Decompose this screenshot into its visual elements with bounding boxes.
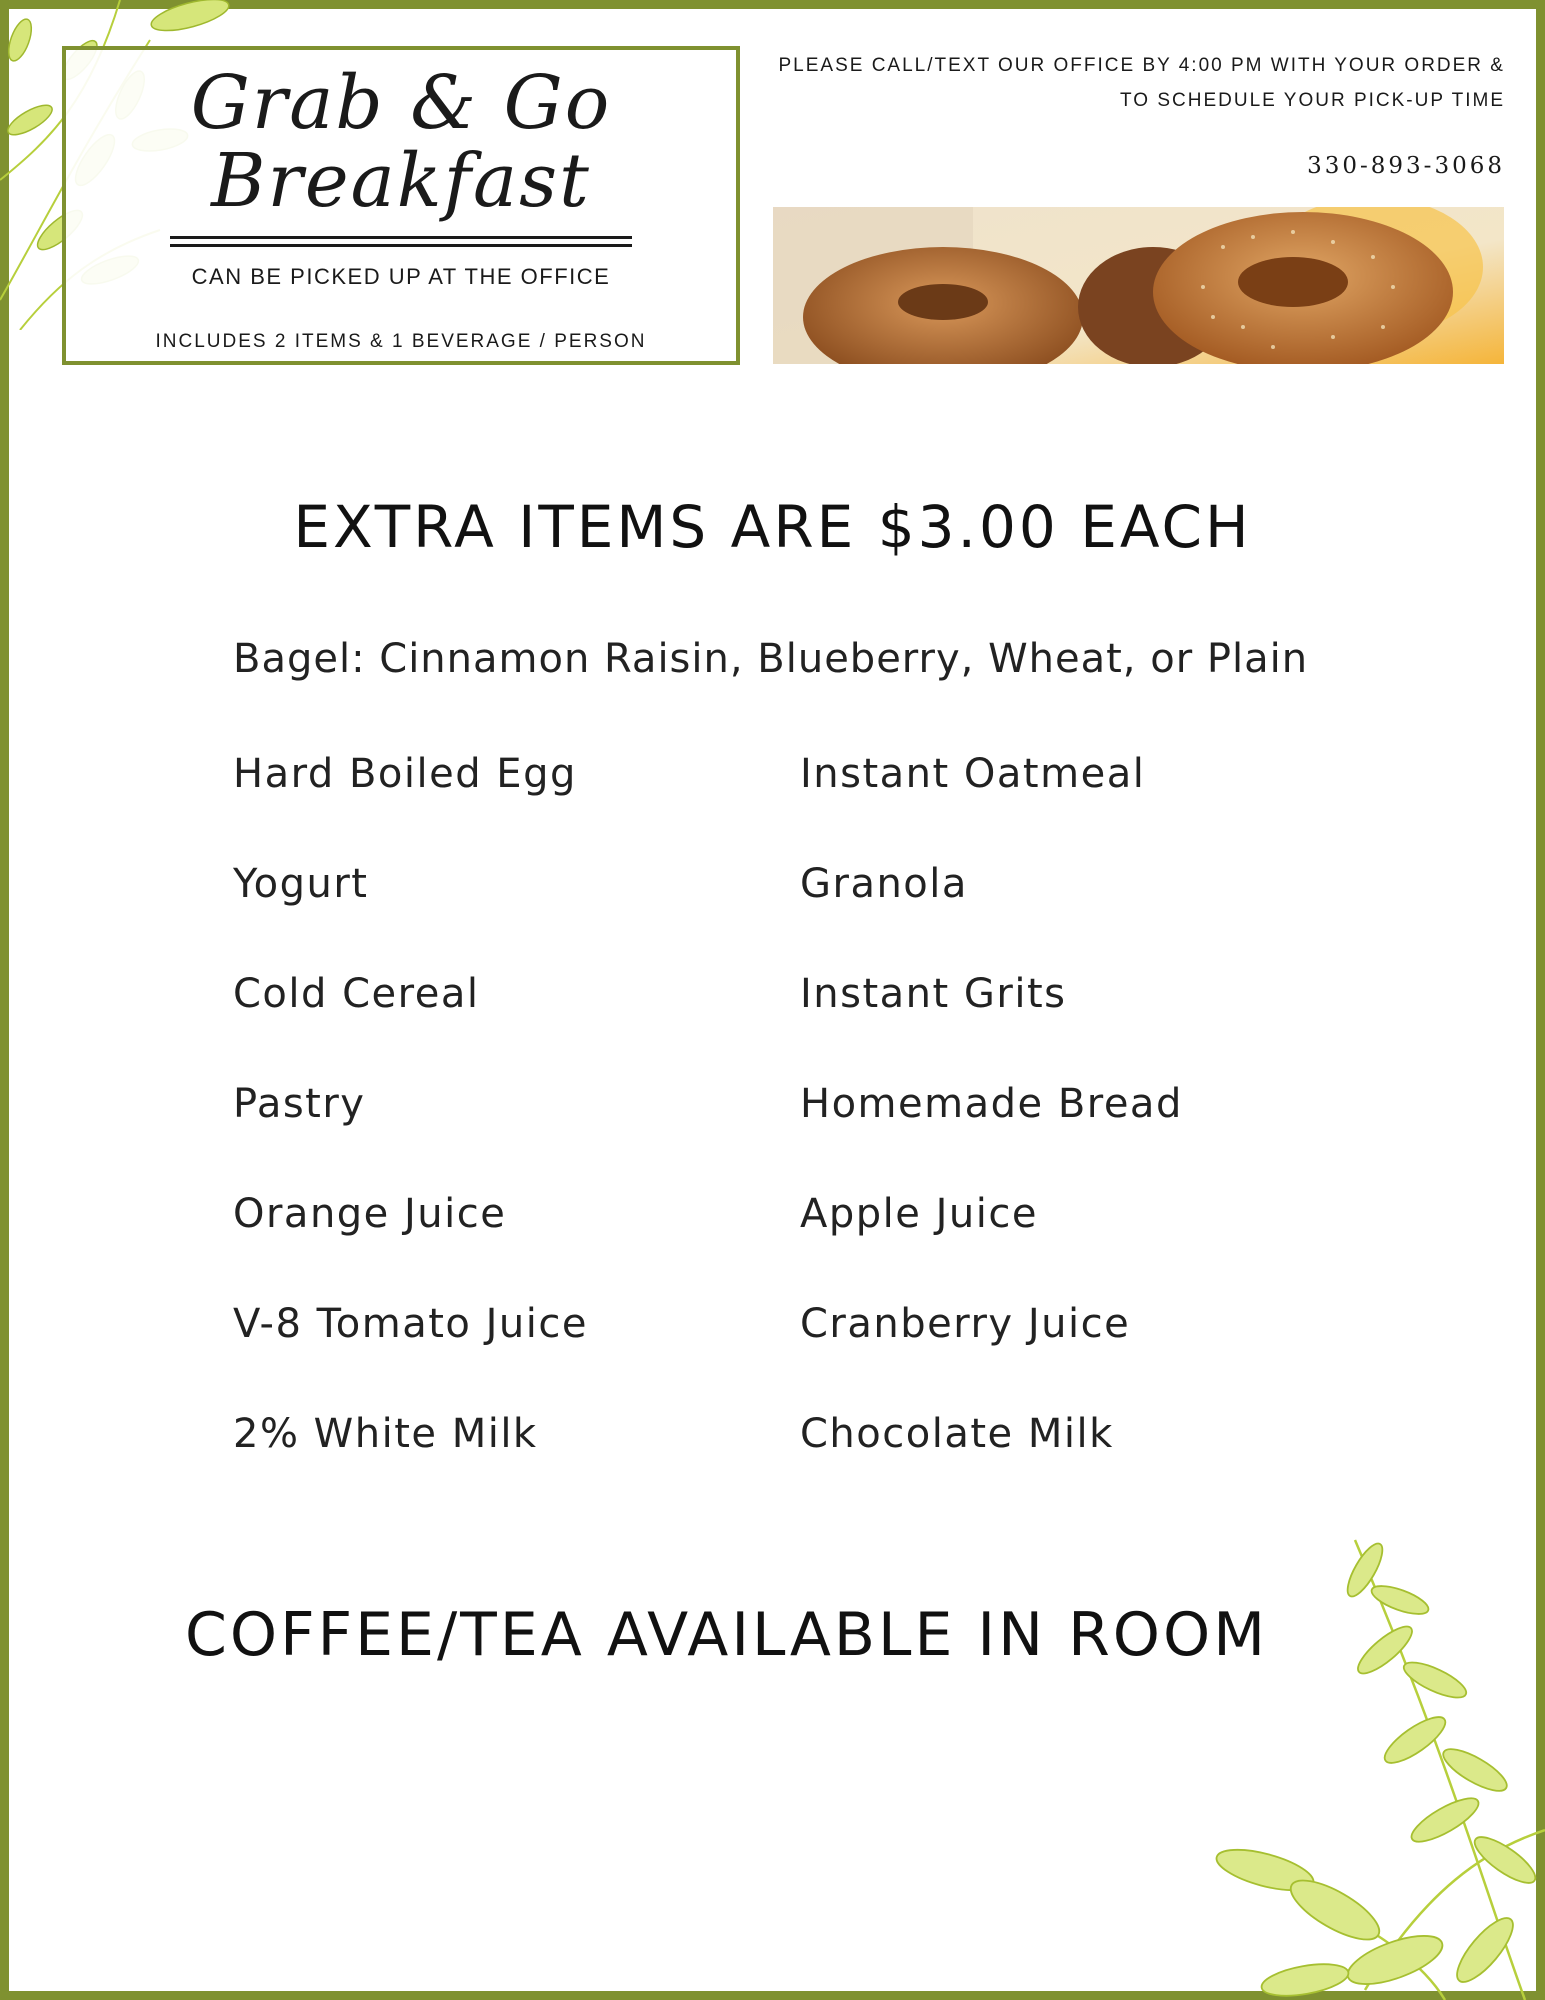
order-instructions-line-2: TO SCHEDULE YOUR PICK-UP TIME <box>1120 90 1505 111</box>
extra-items-heading: EXTRA ITEMS ARE $3.00 EACH <box>293 493 1252 561</box>
menu-item-left: 2% White Milk <box>233 1411 538 1457</box>
order-instructions <box>705 48 1505 118</box>
menu-item-left: Pastry <box>233 1081 366 1127</box>
title-card <box>62 46 740 365</box>
menu-item-right: Granola <box>800 861 968 907</box>
phone-number: 330-893-3068 <box>1307 153 1505 179</box>
menu-item-left: V-8 Tomato Juice <box>233 1301 588 1347</box>
menu-item-right: Cranberry Juice <box>800 1301 1131 1347</box>
order-instructions-line-1: PLEASE CALL/TEXT OUR OFFICE BY 4:00 PM WITH YOUR ORDER & <box>778 55 1505 76</box>
menu-item-right: Instant Oatmeal <box>800 751 1146 797</box>
menu-item-left: Yogurt <box>233 861 369 907</box>
menu-item-right: Chocolate Milk <box>800 1411 1114 1457</box>
bagels-photo <box>773 207 1504 364</box>
menu-item-right: Homemade Bread <box>800 1081 1183 1127</box>
menu-item-left: Hard Boiled Egg <box>233 751 577 797</box>
title-line-1: Grab & Go <box>190 60 612 146</box>
menu-item-left: Orange Juice <box>233 1191 507 1237</box>
pickup-note: CAN BE PICKED UP AT THE OFFICE <box>191 264 611 289</box>
bagel-options: Bagel: Cinnamon Raisin, Blueberry, Wheat, or Plain <box>233 636 1309 682</box>
menu-item-right: Apple Juice <box>800 1191 1038 1237</box>
page-title <box>66 60 736 224</box>
coffee-tea-note: COFFEE/TEA AVAILABLE IN ROOM <box>185 1600 1268 1670</box>
title-line-2: Breakfast <box>211 138 591 224</box>
title-divider <box>170 236 632 239</box>
menu-item-left: Cold Cereal <box>233 971 480 1017</box>
title-divider <box>170 244 632 247</box>
menu-item-right: Instant Grits <box>800 971 1067 1017</box>
includes-note: INCLUDES 2 ITEMS & 1 BEVERAGE / PERSON <box>155 331 647 352</box>
